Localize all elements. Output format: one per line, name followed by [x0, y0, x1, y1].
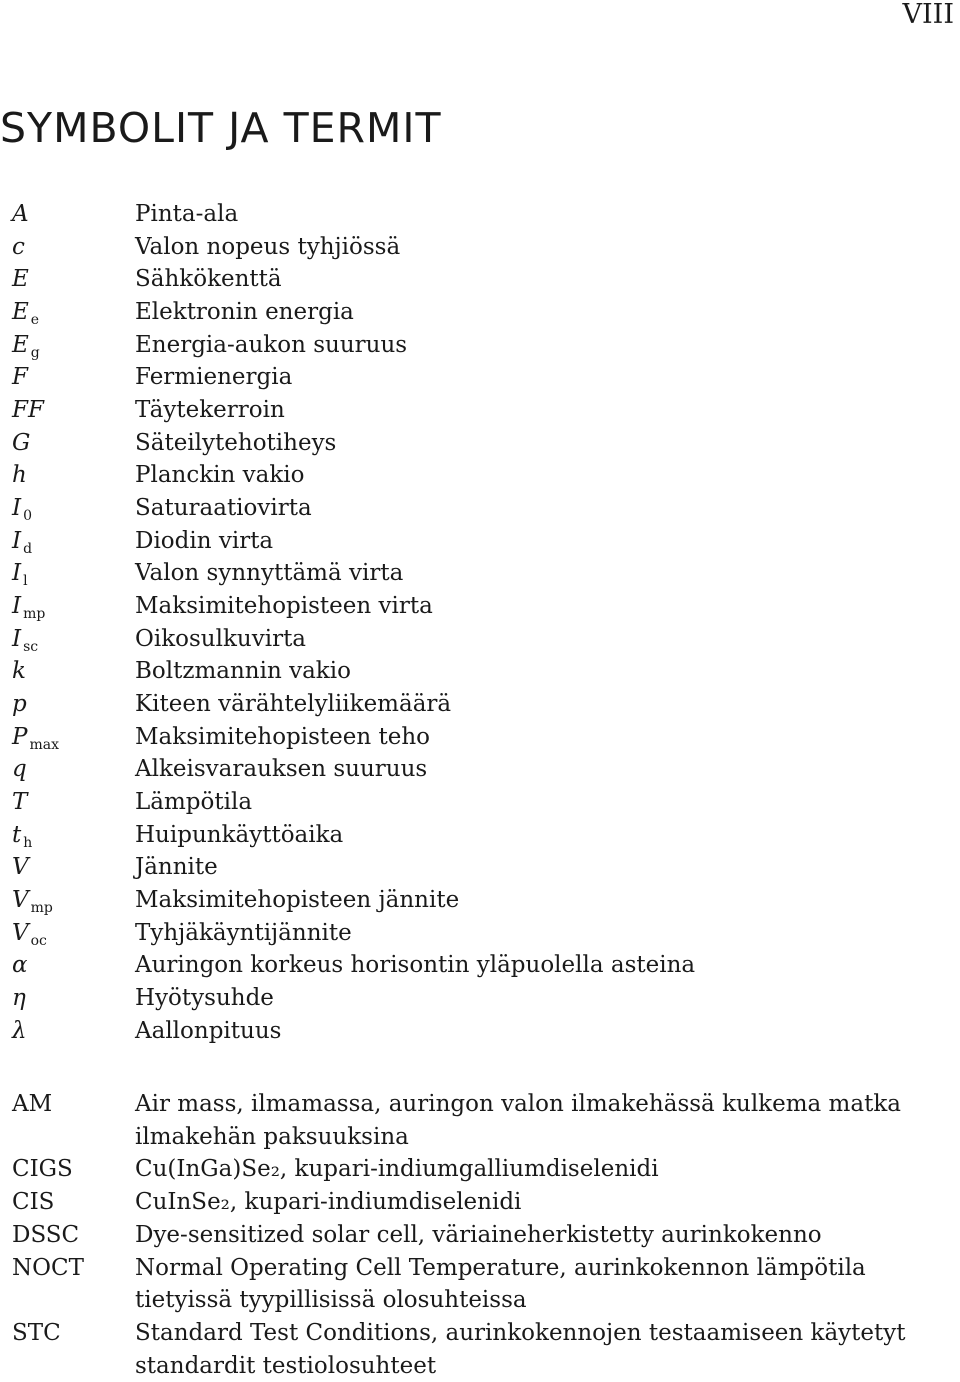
symbol [12, 851, 135, 883]
symbol-variable: I [12, 527, 22, 554]
symbol-row [12, 688, 695, 721]
symbol-row [12, 949, 695, 982]
symbol [12, 819, 135, 854]
symbol [12, 557, 135, 592]
symbol-row [12, 753, 695, 786]
symbol-variable: h [12, 462, 27, 489]
symbol-description: Maksimitehopisteen virta [135, 593, 433, 620]
abbreviation: CIS [12, 1189, 55, 1216]
symbol [12, 786, 135, 818]
abbreviation-description: Standard Test Conditions, aurinkokennojen testaamiseen käytetyt standardit testiolosuhteet [135, 1319, 906, 1379]
abbreviation-row [12, 1153, 935, 1186]
symbol-row [12, 590, 695, 623]
symbol-variable: I [12, 495, 22, 522]
symbol-description: Boltzmannin vakio [135, 658, 351, 685]
symbol-variable: k [12, 658, 26, 685]
symbol-subscript: h [23, 834, 33, 851]
symbol-subscript: mp [23, 606, 46, 623]
abbreviation-description: CuInSe₂, kupari-indiumdiselenidi [135, 1189, 522, 1216]
symbol [12, 917, 135, 952]
symbol-variable: η [12, 985, 26, 1012]
symbol-description: Fermienergia [135, 364, 293, 391]
symbol-row [12, 361, 695, 394]
symbol [12, 459, 135, 491]
symbol-description: Valon nopeus tyhjiössä [135, 233, 401, 260]
symbol-row [12, 296, 695, 329]
abbreviation: NOCT [12, 1254, 84, 1281]
symbol-subscript: max [29, 736, 60, 753]
symbol [12, 982, 135, 1014]
symbol [12, 394, 135, 426]
symbol-subscript: d [23, 540, 33, 557]
symbol-row [12, 982, 695, 1015]
symbol-variable: E [12, 266, 29, 293]
symbol-description: Säteilytehotiheys [135, 429, 337, 456]
symbol-row [12, 819, 695, 852]
symbol [12, 525, 135, 560]
symbol [12, 688, 135, 720]
symbol-description: Oikosulkuvirta [135, 625, 307, 652]
symbol [12, 427, 135, 459]
symbol-subscript: mp [30, 900, 53, 917]
abbreviation-description: Air mass, ilmamassa, auringon valon ilmakehässä kulkema matka ilmakehän paksuuksina [135, 1091, 901, 1150]
symbol-row [12, 786, 695, 819]
symbol [12, 263, 135, 295]
symbol-description: Kiteen värähtelyliikemäärä [135, 691, 452, 718]
symbol-description: Täytekerroin [135, 397, 285, 424]
symbol-row [12, 329, 695, 362]
symbol-subscript: sc [23, 638, 39, 655]
symbol-variable: t [12, 821, 22, 848]
symbol [12, 329, 135, 364]
symbol [12, 721, 135, 756]
symbol-variable: P [12, 723, 28, 750]
abbreviation-row [12, 1317, 935, 1382]
symbol-description: Auringon korkeus horisontin yläpuolella asteina [135, 952, 696, 979]
symbol-description: Aallonpituus [135, 1017, 282, 1044]
symbol-variable: p [12, 691, 27, 718]
symbol [12, 296, 135, 331]
symbol [12, 1015, 135, 1047]
symbol [12, 949, 135, 981]
abbreviation: CIGS [12, 1156, 73, 1183]
symbol-variable: V [12, 887, 29, 914]
symbol-subscript: e [30, 312, 40, 329]
symbol-subscript: l [23, 573, 28, 590]
abbreviation-row [12, 1186, 935, 1219]
symbol [12, 231, 135, 263]
symbol-variable: I [12, 593, 22, 620]
symbol-description: Maksimitehopisteen teho [135, 723, 431, 750]
symbol-description: Pinta-ala [135, 201, 239, 227]
symbol [12, 623, 135, 658]
symbol-description: Sähkökenttä [135, 266, 282, 293]
symbol-variable: λ [12, 1017, 27, 1044]
abbreviation-row [12, 1252, 935, 1317]
symbol-row [12, 623, 695, 656]
symbol-variable: α [12, 952, 28, 979]
symbol-row [12, 1015, 695, 1048]
symbol-subscript: 0 [23, 508, 33, 525]
symbol-description: Elektronin energia [135, 299, 354, 326]
symbol-variable: V [12, 919, 29, 946]
symbol-row [12, 655, 695, 688]
symbol-row [12, 198, 695, 231]
symbol-row [12, 263, 695, 296]
symbol-variable: q [12, 756, 27, 783]
symbol-description: Jännite [135, 854, 218, 881]
symbol [12, 884, 135, 919]
symbol [12, 492, 135, 527]
symbol-description: Planckin vakio [135, 462, 305, 489]
symbol-row [12, 394, 695, 427]
symbol-variable: FF [12, 397, 44, 424]
symbol [12, 590, 135, 625]
symbol-row [12, 557, 695, 590]
symbol-variable: E [12, 299, 29, 326]
symbol-description: Maksimitehopisteen jännite [135, 887, 460, 914]
symbol [12, 655, 135, 687]
abbreviation-description: Cu(InGa)Se₂, kupari-indiumgalliumdiselenidi [135, 1156, 659, 1183]
symbol-row [12, 525, 695, 558]
symbol-row [12, 492, 695, 525]
symbol-description: Saturaatiovirta [135, 495, 312, 522]
abbreviation-row [12, 1219, 935, 1252]
abbreviation-row [12, 1088, 935, 1153]
symbol-row [12, 459, 695, 492]
page-number: VIII [902, 0, 954, 30]
abbreviation: STC [12, 1319, 61, 1346]
abbreviation: DSSC [12, 1221, 80, 1248]
symbol-variable: T [12, 789, 28, 816]
symbol-description: Energia-aukon suuruus [135, 331, 408, 358]
symbol-description: Diodin virta [135, 527, 274, 554]
page-title: SYMBOLIT JA TERMIT [0, 104, 442, 152]
symbol-subscript: g [30, 344, 40, 361]
symbol [12, 198, 135, 230]
symbol-variable: I [12, 560, 22, 587]
symbol-row [12, 231, 695, 264]
abbreviation-description: Normal Operating Cell Temperature, aurinkokennon lämpötila tietyissä tyypillisissä olosuhteissa [135, 1254, 866, 1314]
symbol [12, 753, 135, 785]
symbol-subscript: oc [30, 932, 47, 949]
symbol-description: Tyhjäkäyntijännite [135, 919, 352, 946]
symbol-variable: I [12, 625, 22, 652]
symbol-variable: F [12, 364, 28, 391]
symbol-variable: G [12, 429, 31, 456]
symbol-description: Huipunkäyttöaika [135, 821, 344, 848]
symbol-row [12, 917, 695, 950]
symbol-variable: A [12, 201, 29, 227]
symbol-row [12, 427, 695, 460]
abbreviation-list [12, 1088, 935, 1382]
symbol-variable: V [12, 854, 29, 881]
symbol [12, 361, 135, 393]
symbol-row [12, 884, 695, 917]
abbreviation-description: Dye-sensitized solar cell, väriaineherkistetty aurinkokenno [135, 1221, 822, 1248]
symbol-list [12, 198, 695, 1047]
symbol-description: Alkeisvarauksen suuruus [135, 756, 428, 783]
symbol-row [12, 721, 695, 754]
symbol-variable: E [12, 331, 29, 358]
symbol-description: Valon synnyttämä virta [135, 560, 404, 587]
abbreviation: AM [12, 1091, 53, 1117]
symbol-row [12, 851, 695, 884]
symbol-description: Lämpötila [135, 789, 253, 816]
symbol-description: Hyötysuhde [135, 985, 274, 1012]
symbol-variable: c [12, 233, 25, 260]
